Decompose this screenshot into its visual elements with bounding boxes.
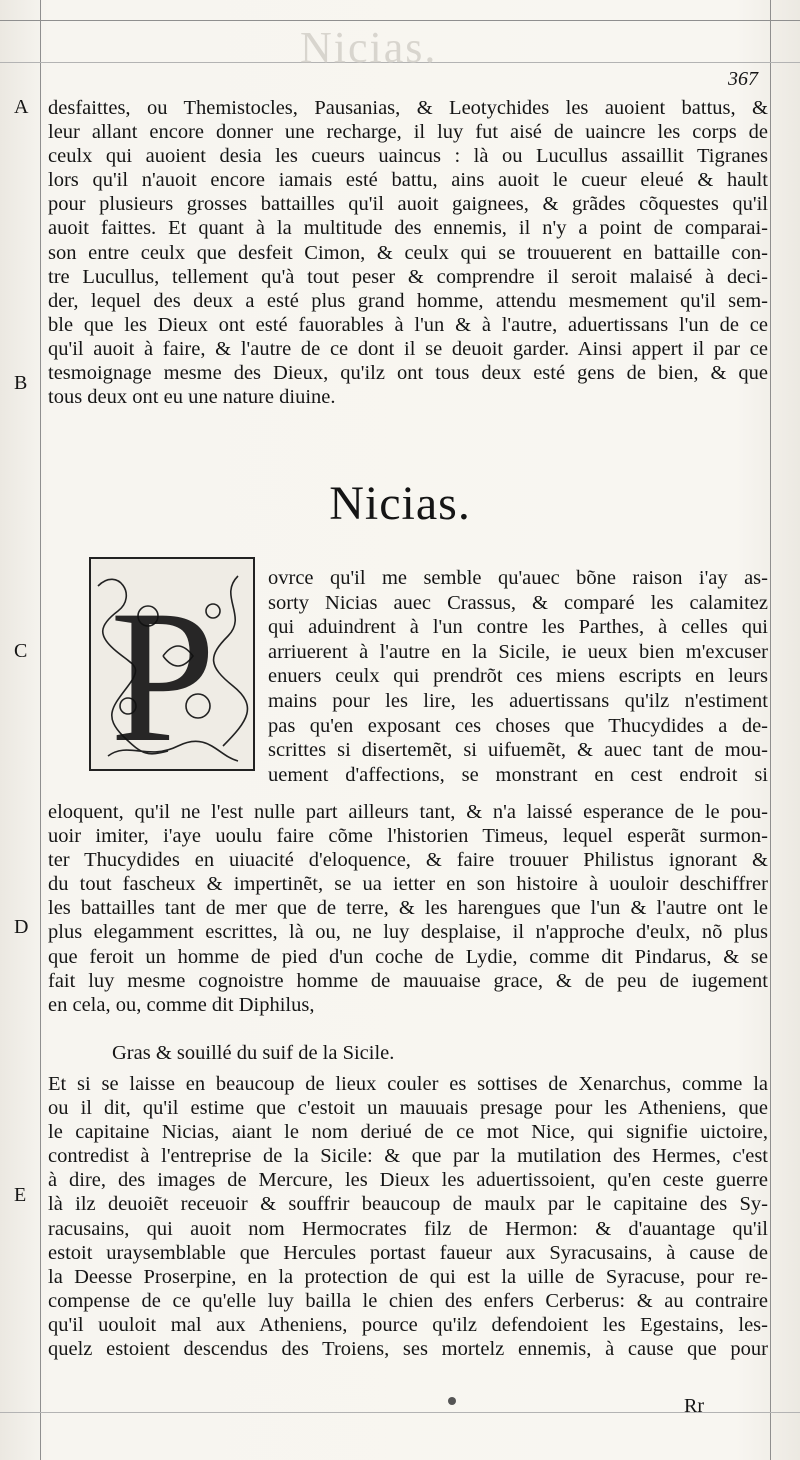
- running-title: Nicias.: [300, 23, 438, 72]
- text-line: qui aduindrent à l'un contre les Parthes, à celles qui: [268, 616, 768, 639]
- text-line: la Deesse Proserpine, en la protection de qui est la uille de Syracuse, pour re-: [48, 1265, 768, 1288]
- text-line: qu'il uouloit mal aux Atheniens, pource qu'ilz defendoient les Egestains, les-: [48, 1313, 768, 1336]
- text-line: son entre ceulx que desfeit Cimon, & ceulx qui se trouuerent en battaille con-: [48, 241, 768, 264]
- text-line: ovrce qu'il me semble qu'auec bõne raison i'ay as-: [268, 567, 768, 589]
- text-line: Et si se laisse en beaucoup de lieux couler es sottises de Xenarchus, comme la: [48, 1073, 768, 1095]
- top-rule: [0, 20, 800, 21]
- text-line: là ilz deuoiẽt receuoir & souffrir beaucoup de maulx par le capitaine des Sy-: [48, 1193, 768, 1216]
- text-line: tesmoignage mesme des Dieux, qu'ilz ont tous deux esté gens de bien, & que: [48, 362, 768, 385]
- catchword: Rr: [684, 1395, 704, 1417]
- text-line: uement d'affections, se monstrant en cest endroit si: [268, 763, 768, 786]
- section-3-text: [48, 1072, 768, 1361]
- text-line: enuers ceulx qui prendrõt ces miens escripts en leurs: [268, 665, 768, 688]
- text-line: tous deux ont eu une nature diuine.: [48, 386, 336, 409]
- section-1-text: [48, 96, 768, 409]
- folio-number: 367: [728, 68, 758, 90]
- text-line: du tout fascheux & impertinẽt, se ua ietter en son histoire à uouloir deschiffrer: [48, 873, 768, 896]
- margin-letter-a: A: [14, 96, 29, 118]
- text-line: pour plusieurs grosses battailles qu'il auoit gaignees, & grãdes cõquestes qu'il: [48, 193, 768, 216]
- text-line: ceulx qui auoient desia les cueurs uaincus : là ou Lucullus assaillit Tigranes: [48, 145, 768, 168]
- text-line: que feroit un homme de pied d'un coche de Lydie, comme dit Pindarus, & se: [48, 945, 768, 968]
- text-line: ble que les Dieux ont esté fauorables à l'un & à l'autre, aduertissans l'un de ce: [48, 313, 768, 336]
- text-line: lors qu'il n'auoit encore iamais esté battu, ains auoit le cueur eleué & hault: [48, 169, 768, 192]
- drop-cap-letter: P: [110, 572, 216, 772]
- text-line: qu'il auoit à faire, & l'autre de ce dont il se deuoit garder. Ainsi appert il par ce: [48, 337, 768, 360]
- text-line: racusains, qui auoit nom Hermocrates filz de Hermon: & d'auantage qu'il: [48, 1217, 768, 1240]
- margin-letter-b: B: [14, 372, 28, 394]
- text-line: quelz estoient descendus des Troiens, ses mortelz ennemis, à cause que pour: [48, 1338, 768, 1361]
- text-line: der, lequel des deux a esté plus grand homme, attendu mesmement qu'il sem-: [48, 289, 768, 312]
- text-line: scrittes si disertemẽt, si uifuemẽt, & auec tant de mou-: [268, 739, 768, 762]
- chapter-title: Nicias.: [329, 477, 471, 530]
- text-line: en cela, ou, comme dit Diphilus,: [48, 993, 315, 1016]
- text-line: auoit faittes. Et quant à la multitude des ennemis, il n'y a point de comparai-: [48, 217, 768, 240]
- verse-quotation: Gras & souillé du suif de la Sicile.: [112, 1042, 395, 1064]
- text-line: compense de ce qu'elle luy bailla le chien des enfers Cerberus: & au contraire: [48, 1289, 768, 1312]
- text-line: estoit uraysemblable que Hercules portast faueur aux Syracusains, à cause de: [48, 1241, 768, 1264]
- footer-rule: [0, 1412, 800, 1413]
- text-line: uoir imiter, i'aye uoulu faire cõme l'historien Timeus, lequel esperãt surmon-: [48, 825, 768, 848]
- text-line: eloquent, qu'il ne l'est nulle part ailleurs tant, & n'a laissé esperance de le pou-: [48, 801, 768, 823]
- text-line: contredist à l'entreprise de la Sicile: & que par la mutilation des Hermes, c'est: [48, 1145, 768, 1168]
- drop-cap-ornament: [88, 556, 256, 772]
- section-2-text: [48, 800, 768, 1017]
- ornamental-drop-cap: [88, 556, 256, 772]
- text-line: pas qu'en exposant ces choses que Thucydides a de-: [268, 714, 768, 737]
- margin-letter-d: D: [14, 916, 29, 938]
- right-margin-rule: [770, 0, 771, 1460]
- text-line: leur allant encore donner une recharge, il luy fut aisé de uaincre les corps de: [48, 121, 768, 144]
- text-line: ou il dit, qu'il estime que c'estoit un mauuais presage pour les Atheniens, que: [48, 1097, 768, 1120]
- text-line: ter Thucydides en uiuacité d'eloquence, & faire trouuer Philistus ignorant &: [48, 849, 768, 872]
- section-2-beside-cap: [268, 566, 768, 787]
- text-line: tre Lucullus, tellement qu'à tout peser & comprendre il seroit malaisé à deci-: [48, 265, 768, 288]
- margin-letter-c: C: [14, 640, 28, 662]
- text-line: sorty Nicias auec Crassus, & comparé les calamitez: [268, 591, 768, 614]
- text-line: les battailles tant de mer que de terre, & les harengues que l'un & l'autre ont le: [48, 897, 768, 920]
- margin-letter-e: E: [14, 1184, 27, 1206]
- text-line: desfaittes, ou Themistocles, Pausanias, & Leotychides les auoient battus, &: [48, 97, 768, 119]
- text-line: mains pour les lire, les aduertissans qu'ilz n'estiment: [268, 689, 768, 712]
- text-line: arriuerent à l'autre en la Sicile, ie ueux bien m'excuser: [268, 640, 768, 663]
- text-line: le capitaine Nicias, aiant le nom deriué de ce mot Nice, qui signifie uictoire,: [48, 1121, 768, 1144]
- text-line: plus elegamment escrittes, là ou, ne luy desplaise, il n'approche d'eulx, nõ plus: [48, 921, 768, 944]
- left-margin-rule: [40, 0, 41, 1460]
- ink-speck: [448, 1397, 456, 1405]
- text-line: à dire, des images de Mercure, les Dieux les aduertissoient, qu'en ceste guerre: [48, 1169, 768, 1192]
- text-line: fait luy mesme cognoistre homme de mauuaise grace, & de peu de iugement: [48, 969, 768, 992]
